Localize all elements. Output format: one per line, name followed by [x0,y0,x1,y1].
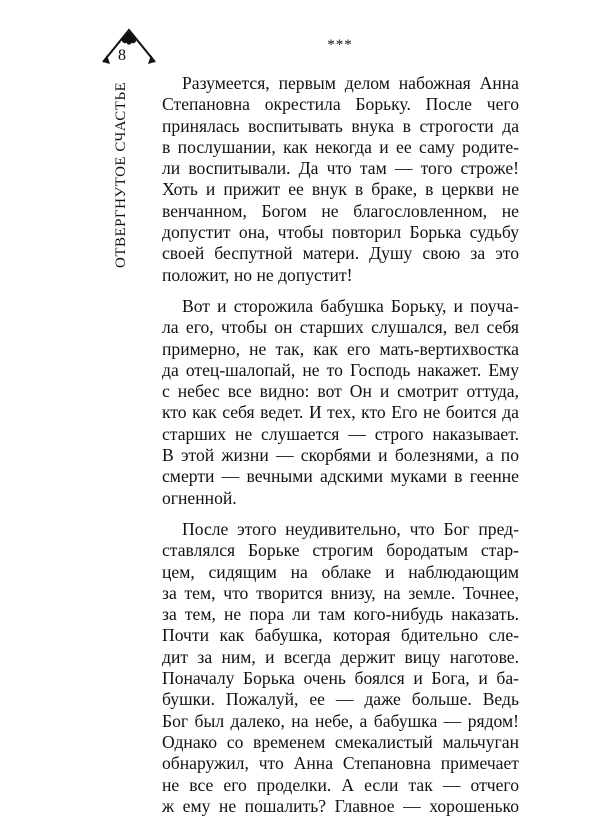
text-line: ла его, чтобы он старших слушался, вел себя [162,317,519,338]
page-number: 8 [118,47,126,64]
text-line: с небес все видно: вот Он и смотрит оттуда, [162,381,519,402]
text-line: Разумеется, первым делом набожная Анна [182,73,519,93]
text-line: за тем, что творится внизу, на земле. Точнее, [162,582,519,603]
paragraph [162,296,519,509]
text-line: обнаружил, что Анна Степановна примечает [162,753,519,774]
section-separator: *** [327,37,353,53]
text-line: ж ему не пошалить? Главное — хорошенько [162,795,519,816]
paragraph [162,519,519,817]
text-line: принялась воспитывать внука в строгости да [162,115,519,136]
text-line: положит, но не допустит! [162,264,353,285]
text-line: огненной. [162,487,237,508]
text-line: венчанном, Богом не благословленном, не [162,200,519,221]
text-line: Почти как бабушка, которая бдительно сле- [162,625,519,646]
text-line: за тем, не пора ли там кого-нибудь наказать. [162,604,519,625]
running-head-title: ОТВЕРГНУТОЕ СЧАСТЬЕ [113,81,129,268]
text-line: допустит она, чтобы повторил Борька судьбу [162,222,519,243]
text-line: дит за ним, и всегда держит вицу наготове. [162,646,519,667]
text-line: кто как себя ведет. И тех, кто Его не боится да [162,402,519,423]
text-line: В этой жизни — скорбями и болезнями, а по [162,445,519,466]
text-line: в послушании, как некогда и ее саму родите- [162,136,519,157]
text-line: бушки. Пожалуй, ее — даже больше. Ведь [162,689,519,710]
text-line: своей беспутной матери. Душу свою за это [162,243,519,264]
text-line: ли воспитывали. Да что там — того строже! [162,158,519,179]
text-line: примерно, не так, как его мать-вертихвостка [162,338,519,359]
text-line: да отец-шалопай, не то Господь накажет. Ему [162,359,519,380]
text-line: Хоть и прижит ее внук в браке, в церкви не [162,179,519,200]
text-line: После этого неудивительно, что Бог пред- [182,518,519,539]
text-line: не все его проделки. А если так — отчего [162,774,519,795]
text-line: смерти — вечными адскими муками в геенне [162,466,519,487]
text-line: Бог был далеко, на небе, а бабушка — рядом! [162,710,519,731]
text-line: Поначалу Борька очень боялся и Бога, и ба- [162,668,519,689]
text-line: ставлялся Борьке строгим бородатым стар- [162,540,519,561]
paragraph [162,73,519,286]
body-text [162,73,519,827]
text-line: цем, сидящим на облаке и наблюдающим [162,561,519,582]
text-line: старших не слушается — строго наказывает. [162,423,519,444]
text-line: Однако со временем смекалистый мальчуган [162,731,519,752]
text-line: Степановна окрестила Борьку. После чего [162,94,519,115]
text-line: Вот и сторожила бабушка Борьку, и поуча- [182,295,519,316]
